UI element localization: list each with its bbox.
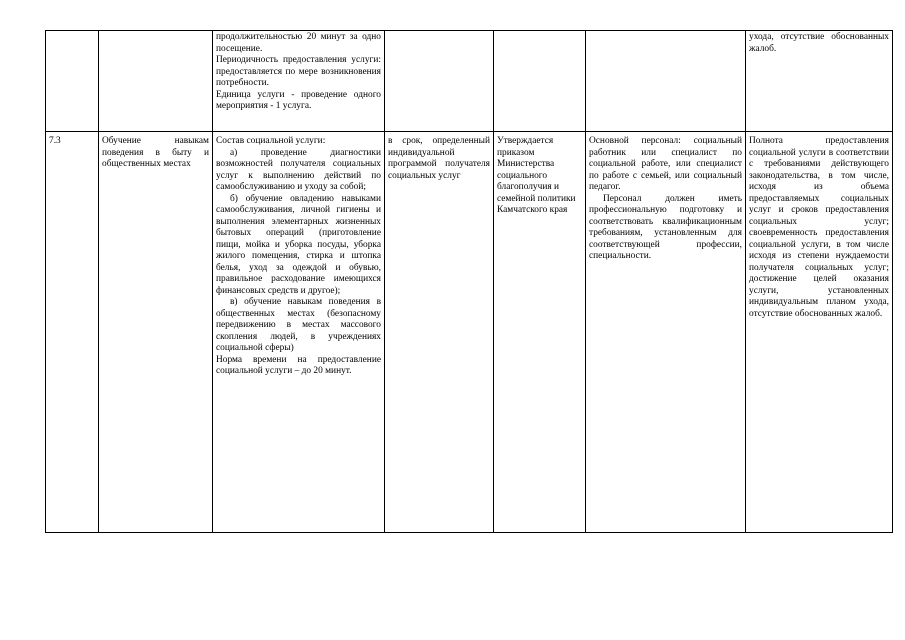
composition-line: Единица услуги - проведение одного мероприятия - 1 услуга. bbox=[216, 89, 381, 111]
composition-item-b: б) обучение овладению навыками самообслуживания, личной гигиены и выполнения элементарных жизненных бытовых операций (приготовление пищи, мойка и уборка посуды, уборка жилого помещения, стирка и штопка белья, уход за одеждой и обувью, правильное расходование имеющихся финансовых средств и другое); bbox=[216, 193, 381, 296]
composition-time-norm: Норма времени на предоставление социальной услуги – до 20 минут. bbox=[216, 354, 381, 376]
conditions-line: Основной персонал: социальный работник или специалист по социальной работе, или специалист по работе с семьей, или социальный педагог. bbox=[589, 136, 742, 192]
cell-service-name: Обучение навыкам поведения в быту и общественных местах bbox=[99, 132, 213, 533]
conditions-line: Персонал должен иметь профессиональную подготовку и соответствовать квалификационным требованиям, установленным для соответствующей профессии, специальности. bbox=[589, 193, 742, 261]
services-table bbox=[45, 30, 893, 533]
cell-service-name bbox=[99, 31, 213, 132]
composition-heading: Состав социальной услуги: bbox=[216, 136, 326, 146]
cell-number: 7.3 bbox=[46, 132, 99, 533]
composition-line: продолжительностью 20 минут за одно посещение. bbox=[216, 32, 381, 54]
cell-composition bbox=[213, 31, 385, 132]
quality-line: ухода, отсутствие обоснованных жалоб. bbox=[749, 32, 889, 54]
table-row-7-3 bbox=[46, 132, 893, 533]
cell-composition bbox=[213, 132, 385, 533]
cell-term: в срок, определенный индивидуальной программой получателя социальных услуг bbox=[385, 132, 494, 533]
cell-conditions bbox=[586, 132, 746, 533]
table-row-previous bbox=[46, 31, 893, 132]
cell-quality bbox=[746, 31, 893, 132]
composition-line: Периодичность предоставления услуги: предоставляется по мере возникновения потребности. bbox=[216, 55, 381, 88]
cell-number bbox=[46, 31, 99, 132]
composition-item-c: в) обучение навыкам поведения в общественных местах (безопасному передвижению в местах массового скопления людей, в учреждениях социальной сферы) bbox=[216, 297, 381, 353]
cell-conditions bbox=[586, 31, 746, 132]
cell-tariff bbox=[494, 31, 586, 132]
cell-tariff: Утверждается приказом Министерства социального благополучия и семейной политики Камчатского края bbox=[494, 132, 586, 533]
cell-term bbox=[385, 31, 494, 132]
composition-item-a: а) проведение диагностики возможностей получателя социальных услуг к выполнению действий по самообслуживанию и уходу за собой; bbox=[216, 147, 381, 192]
cell-quality: Полнота предоставления социальной услуги в соответствии с требованиями действующего законодательства, в том числе, исходя из объема предоставляемых социальных услуг и сроков предоставления социальных услуг; своевременность предоставления социальной услуги, в том числе исходя из степени нуждаемости получателя социальных услуг; достижение целей оказания услуги, установленных индивидуальным планом ухода, отсутствие обоснованных жалоб. bbox=[746, 132, 893, 533]
